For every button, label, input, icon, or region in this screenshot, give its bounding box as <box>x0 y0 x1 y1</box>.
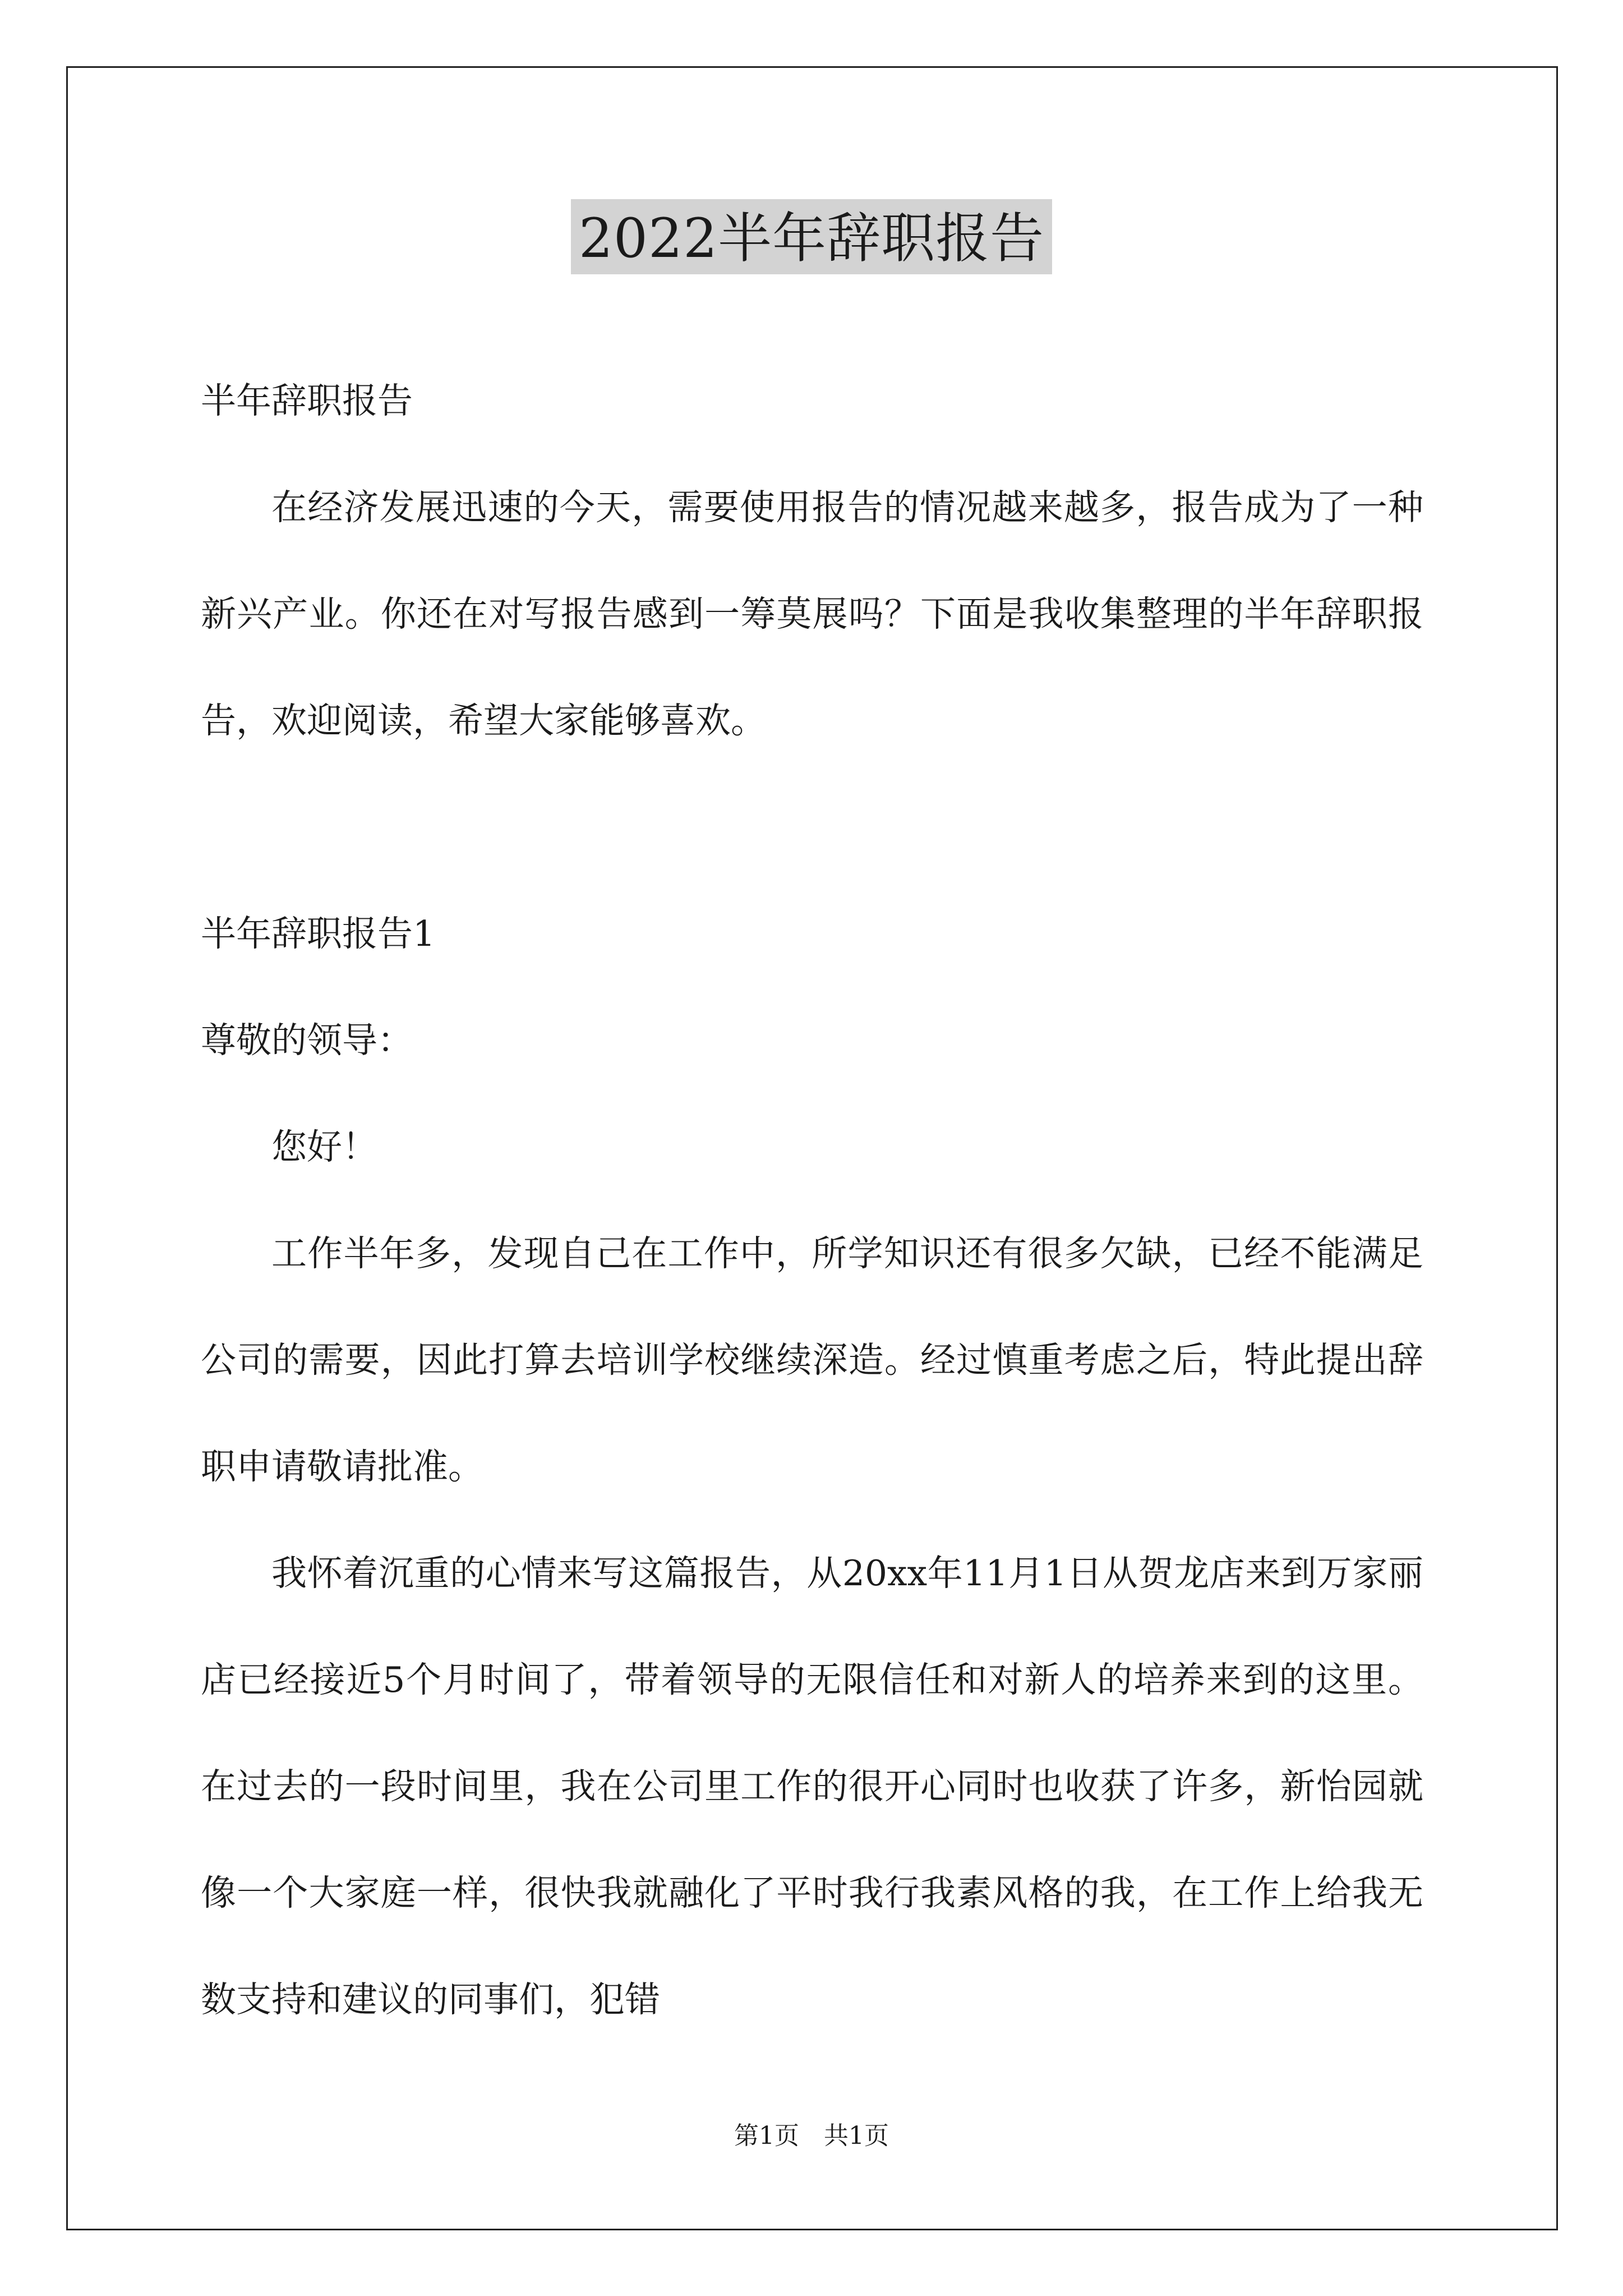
intro-paragraph: 在经济发展迅速的今天，需要使用报告的情况越来越多，报告成为了一种新兴产业。你还在对写报告感到一筹莫展吗？下面是我收集整理的半年辞职报告，欢迎阅读，希望大家能够喜欢。 <box>201 487 1423 741</box>
body-paragraph: 我怀着沉重的心情来写这篇报告，从20xx年11月1日从贺龙店来到万家丽店已经接近5个月时间了，带着领导的无限信任和对新人的培养来到的这里。在过去的一段时间里，我在公司里工作的很开心同时也收获了许多，新怡园就像一个大家庭一样，很快我就融化了平时我行我素风格的我，在工作上给我无数支持和建议的同事们，犯错 <box>201 1553 1423 2020</box>
page-total: 共1页 <box>824 2122 889 2150</box>
section-heading: 半年辞职报告1 <box>201 913 436 954</box>
document-title-wrapper <box>0 199 1623 274</box>
body-paragraph: 工作半年多，发现自己在工作中，所学知识还有很多欠缺，已经不能满足公司的需要，因此打算去培训学校继续深造。经过慎重考虑之后，特此提出辞职申请敬请批准。 <box>201 1233 1423 1487</box>
subtitle-paragraph: 半年辞职报告 <box>201 380 413 421</box>
salutation: 尊敬的领导： <box>201 1020 413 1061</box>
document-title: 2022半年辞职报告 <box>571 199 1052 274</box>
page-footer <box>0 2124 1623 2148</box>
page-number: 第1页 <box>734 2122 799 2150</box>
document-body <box>201 348 1423 2053</box>
greeting: 您好！ <box>271 1126 377 1167</box>
